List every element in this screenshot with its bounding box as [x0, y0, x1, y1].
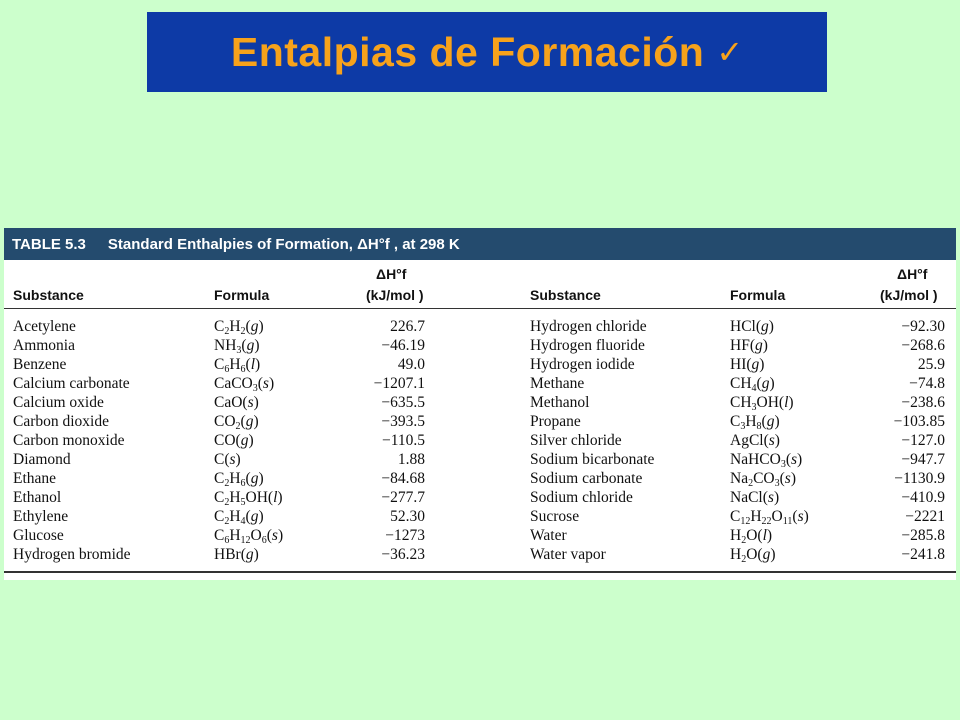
- table-row: [13, 317, 453, 336]
- formula-cell: $C_2H_2(g)$: [214, 318, 264, 337]
- left-rows: [13, 317, 453, 564]
- table-row: [530, 431, 950, 450]
- enthalpy-cell: −277.7: [381, 489, 425, 506]
- table-row: [13, 545, 453, 564]
- formula-cell: CaO(s): [214, 394, 259, 411]
- formula-cell: $C_2H_6(g)$: [214, 470, 264, 489]
- table-number: TABLE 5.3: [12, 235, 86, 253]
- enthalpy-cell: 25.9: [917, 356, 945, 373]
- table-row: [530, 374, 950, 393]
- enthalpy-cell: 52.30: [390, 508, 425, 525]
- enthalpy-cell: −1273: [385, 527, 425, 544]
- table-row: [13, 488, 453, 507]
- title-banner: [147, 12, 827, 92]
- formula-cell: HI(g): [730, 356, 765, 373]
- right-rows: [530, 317, 950, 564]
- substance-header-right: Substance: [530, 287, 601, 303]
- table-row: [530, 526, 950, 545]
- units-header-left: (kJ/mol ): [366, 287, 424, 303]
- substance-cell: Ethylene: [13, 508, 69, 525]
- table-bottom-rule: [4, 571, 956, 573]
- table-row: [13, 526, 453, 545]
- substance-cell: Calcium carbonate: [13, 375, 130, 392]
- table-title: Standard Enthalpies of Formation, ΔH°f , at 298 K: [107, 235, 460, 253]
- formula-cell: HBr(g): [214, 546, 259, 563]
- substance-cell: Sodium carbonate: [530, 470, 643, 487]
- formula-cell: $CO_2(g)$: [214, 413, 259, 432]
- formula-cell: HCl(g): [730, 318, 774, 335]
- enthalpy-cell: −1130.9: [894, 470, 945, 487]
- substance-cell: Sucrose: [530, 508, 580, 525]
- enthalpy-cell: −74.8: [909, 375, 945, 392]
- formula-cell: $CH_4(g)$: [730, 375, 775, 394]
- delta-header-right: ΔH°f: [897, 266, 928, 282]
- formula-cell: $NH_3(g)$: [214, 337, 260, 356]
- table-row: [530, 507, 950, 526]
- table-caption: [4, 228, 956, 260]
- substance-cell: Hydrogen iodide: [530, 356, 635, 373]
- formula-cell: NaCl(s): [730, 489, 780, 506]
- table-row: [530, 450, 950, 469]
- enthalpy-cell: −46.19: [381, 337, 425, 354]
- table-row: [530, 469, 950, 488]
- enthalpy-cell: −393.5: [381, 413, 425, 430]
- formula-cell: NaHCO$_3$(s): [730, 451, 803, 470]
- table-row: [530, 412, 950, 431]
- table-row: [530, 545, 950, 564]
- enthalpy-cell: −103.85: [893, 413, 945, 430]
- checkmark-icon: ✓: [716, 33, 744, 71]
- formula-cell: $Na_2CO_3(s)$: [730, 470, 797, 489]
- formula-header-right: Formula: [730, 287, 786, 303]
- substance-header-left: Substance: [13, 287, 84, 303]
- formula-cell: $C_3H_8(g)$: [730, 413, 780, 432]
- enthalpy-cell: −635.5: [381, 394, 425, 411]
- enthalpy-cell: −947.7: [901, 451, 945, 468]
- formula-cell: AgCl(s): [730, 432, 780, 449]
- formula-cell: $C_6H_{12}O_6(s)$: [214, 527, 284, 546]
- substance-cell: Diamond: [13, 451, 71, 468]
- table-row: [13, 374, 453, 393]
- formula-cell: $C_2H_4(g)$: [214, 508, 264, 527]
- formula-cell: $H_2O(l)$: [730, 527, 773, 546]
- substance-cell: Acetylene: [13, 318, 76, 335]
- enthalpy-cell: −92.30: [901, 318, 945, 335]
- substance-cell: Carbon dioxide: [13, 413, 109, 430]
- table-row: [13, 507, 453, 526]
- enthalpy-cell: −2221: [905, 508, 945, 525]
- substance-cell: Water vapor: [530, 546, 606, 563]
- substance-cell: Ethane: [13, 470, 57, 487]
- enthalpy-cell: −110.5: [381, 432, 425, 449]
- formula-cell: CaCO$_3$(s): [214, 375, 275, 394]
- substance-cell: Methane: [530, 375, 585, 392]
- substance-cell: Calcium oxide: [13, 394, 104, 411]
- page-title: Entalpias de Formación: [230, 28, 705, 75]
- enthalpy-cell: 49.0: [397, 356, 425, 373]
- formula-cell: $H_2O(g)$: [730, 546, 776, 565]
- header-divider: [4, 308, 956, 309]
- substance-cell: Silver chloride: [530, 432, 622, 449]
- substance-cell: Ethanol: [13, 489, 62, 506]
- enthalpy-cell: −127.0: [901, 432, 945, 449]
- enthalpy-cell: −268.6: [901, 337, 945, 354]
- table-row: [13, 412, 453, 431]
- enthalpy-table: [4, 228, 956, 580]
- delta-header-left: ΔH°f: [376, 266, 407, 282]
- table-row: [530, 336, 950, 355]
- formula-cell: $C_2H_5OH(l)$: [214, 489, 283, 508]
- formula-cell: CO(g): [214, 432, 254, 449]
- enthalpy-cell: −285.8: [901, 527, 945, 544]
- formula-cell: $CH_3OH(l)$: [730, 394, 794, 413]
- formula-header-left: Formula: [214, 287, 270, 303]
- table-row: [13, 469, 453, 488]
- enthalpy-cell: −1207.1: [373, 375, 425, 392]
- table-row: [13, 431, 453, 450]
- units-header-right: (kJ/mol ): [880, 287, 938, 303]
- substance-cell: Sodium chloride: [530, 489, 633, 506]
- enthalpy-cell: −238.6: [901, 394, 945, 411]
- substance-cell: Hydrogen fluoride: [530, 337, 645, 354]
- substance-cell: Methanol: [530, 394, 590, 411]
- substance-cell: Water: [530, 527, 567, 544]
- substance-cell: Hydrogen chloride: [530, 318, 647, 335]
- enthalpy-cell: −410.9: [901, 489, 945, 506]
- formula-cell: C(s): [214, 451, 241, 468]
- enthalpy-cell: 1.88: [397, 451, 425, 468]
- substance-cell: Glucose: [13, 527, 64, 544]
- substance-cell: Carbon monoxide: [13, 432, 125, 449]
- table-row: [13, 450, 453, 469]
- table-row: [530, 355, 950, 374]
- table-row: [530, 393, 950, 412]
- substance-cell: Ammonia: [13, 337, 75, 354]
- substance-cell: Sodium bicarbonate: [530, 451, 655, 468]
- enthalpy-cell: −84.68: [381, 470, 425, 487]
- substance-cell: Hydrogen bromide: [13, 546, 131, 563]
- table-row: [530, 317, 950, 336]
- table-row: [13, 355, 453, 374]
- table-row: [530, 488, 950, 507]
- formula-cell: $C_6H_6(l)$: [214, 356, 261, 375]
- formula-cell: $C_{12}H_{22}O_{11}(s)$: [730, 508, 809, 527]
- substance-cell: Propane: [530, 413, 581, 430]
- formula-cell: HF(g): [730, 337, 768, 354]
- enthalpy-cell: −36.23: [381, 546, 425, 563]
- substance-cell: Benzene: [13, 356, 67, 373]
- table-row: [13, 393, 453, 412]
- table-row: [13, 336, 453, 355]
- enthalpy-cell: −241.8: [901, 546, 945, 563]
- enthalpy-cell: 226.7: [390, 318, 425, 335]
